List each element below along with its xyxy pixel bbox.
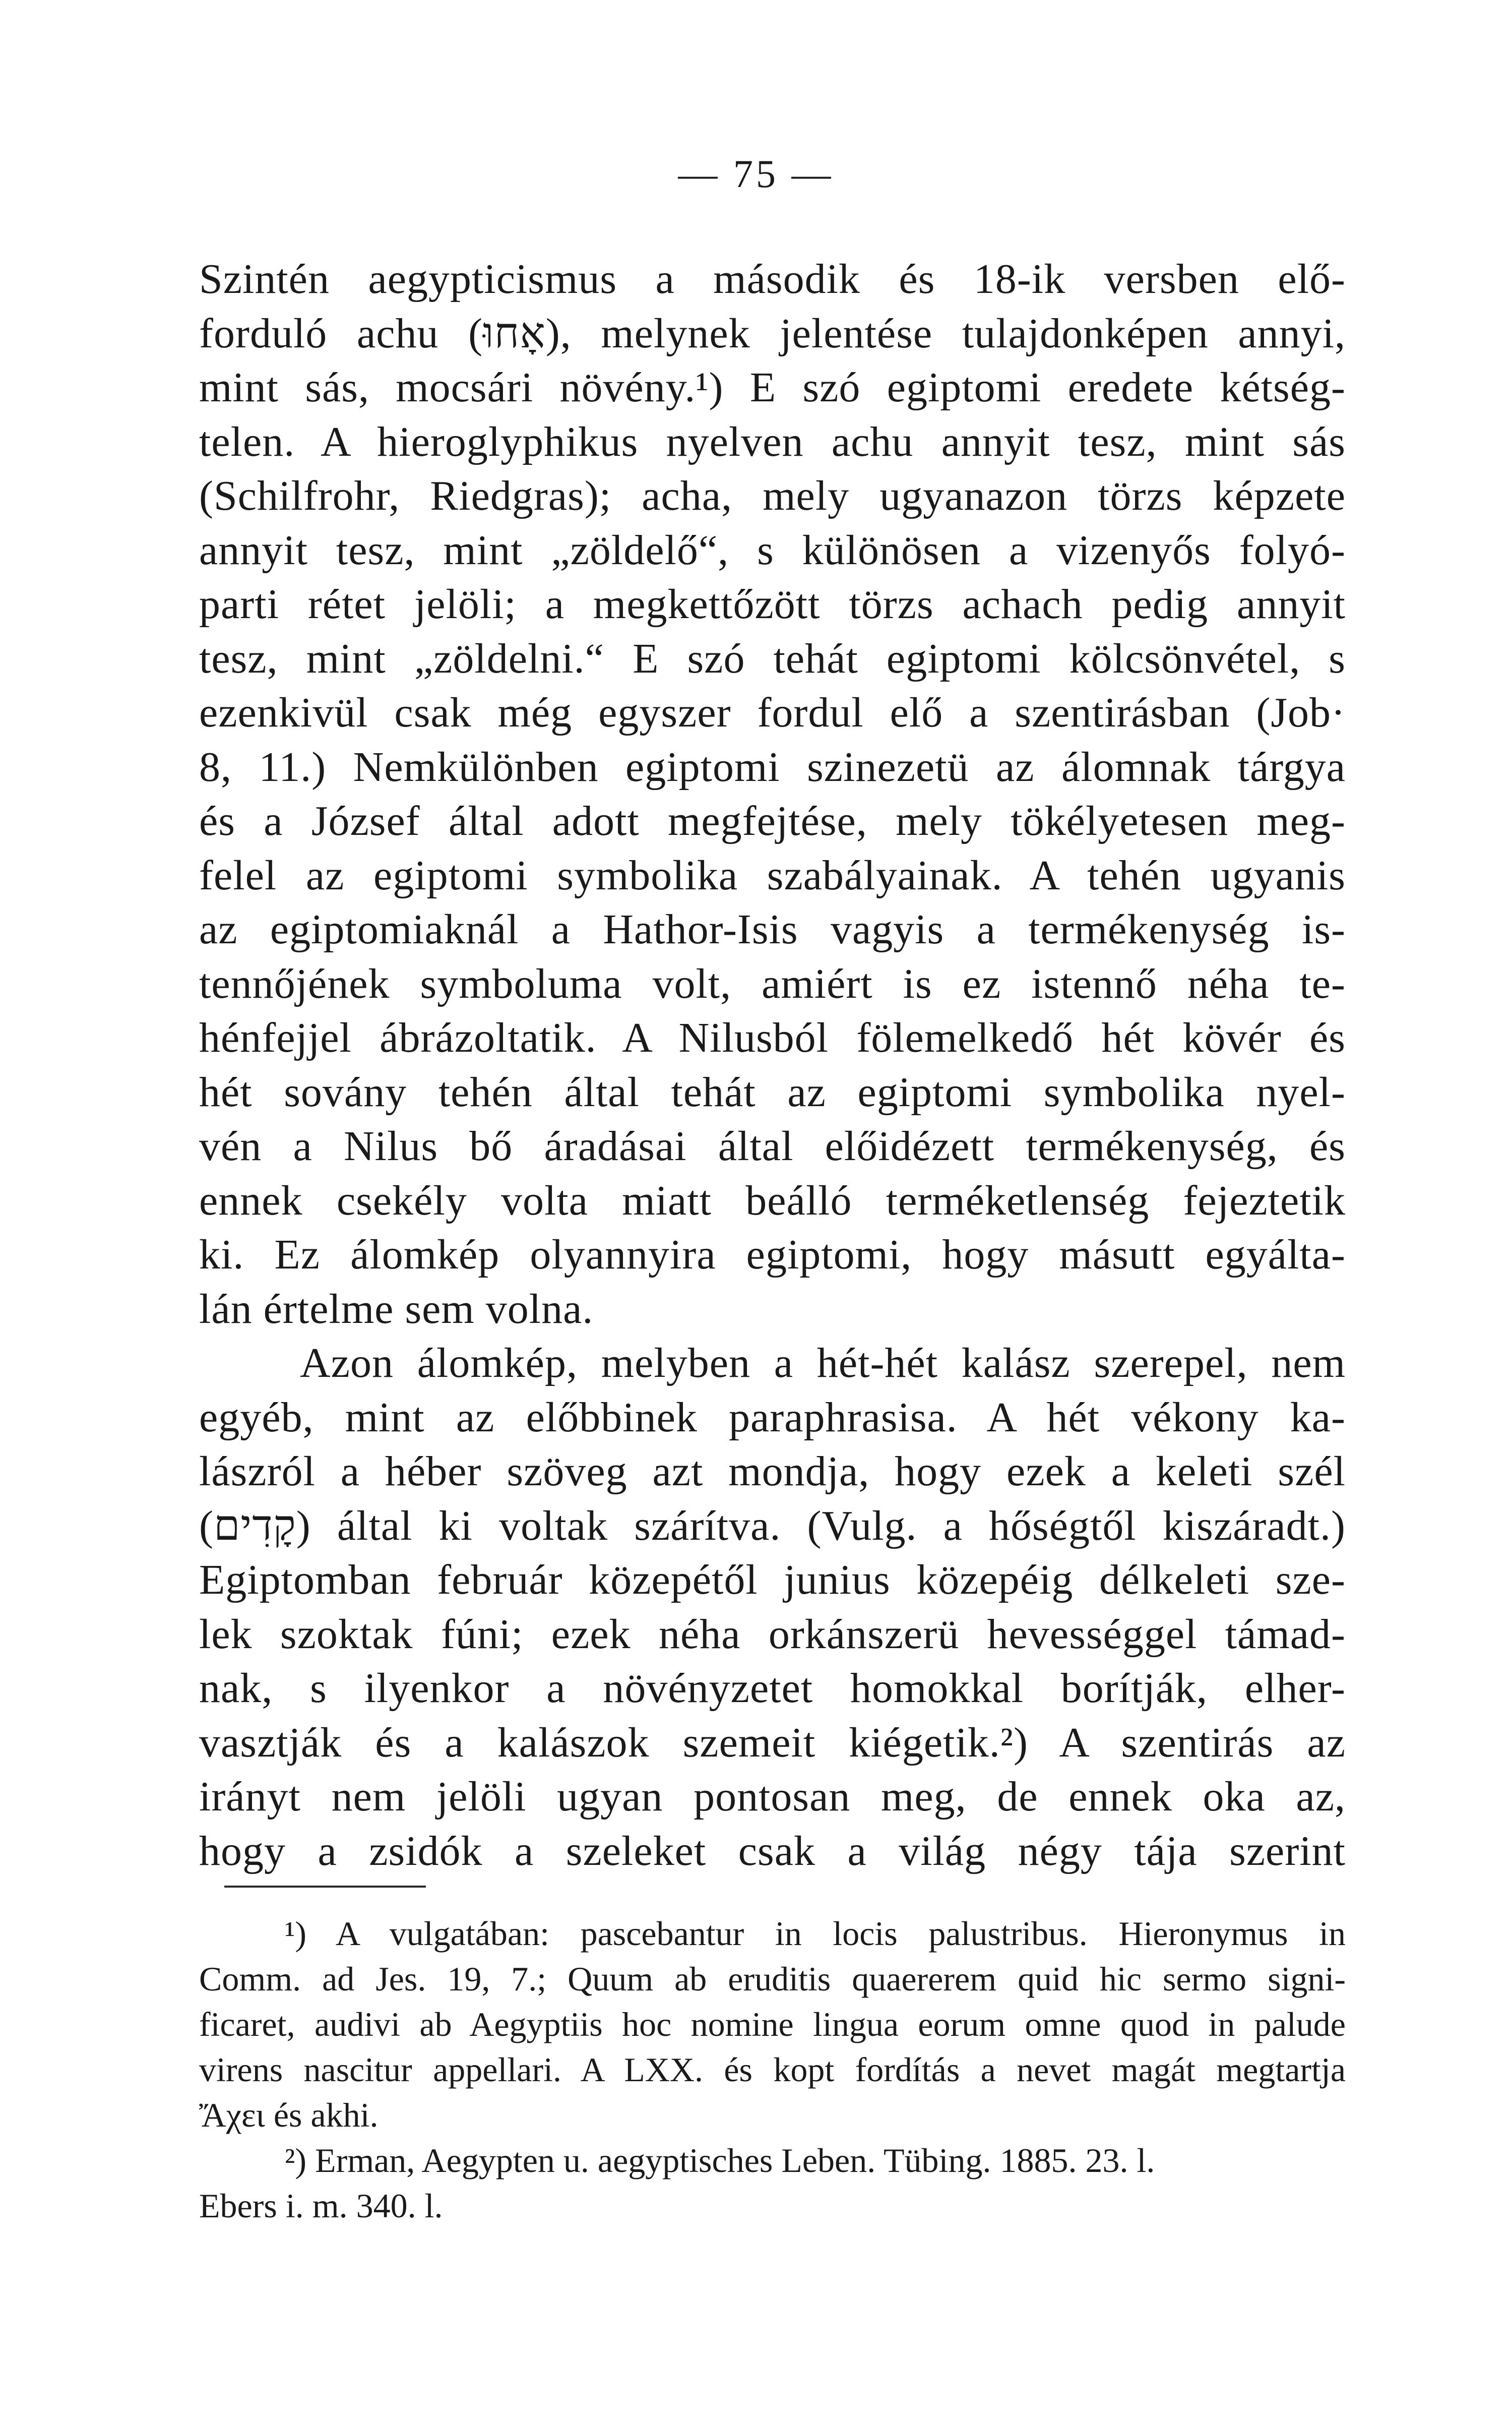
text-line: vasztják és a kalászok szemeit kiégetik.²) A szentirás az: [199, 1719, 1346, 1766]
text-line: (קָדִים) által ki voltak szárítva. (Vulg. a hőségtől kiszáradt.): [199, 1502, 1346, 1549]
text-line: lek szoktak fúni; ezek néha orkánszerü hevességgel támad-: [199, 1610, 1346, 1658]
footnotes: [199, 1911, 1346, 2228]
text-line: nak, s ilyenkor a növényzetet homokkal borítják, elher-: [199, 1665, 1346, 1712]
text-line: forduló achu (אָחוּ), melynek jelentése tulajdonképen annyi,: [199, 310, 1346, 357]
text-line: lán értelme sem volna.: [199, 1285, 594, 1333]
text-line: az egiptomiaknál a Hathor-Isis vagyis a termékenység is-: [199, 906, 1346, 953]
text-line: ezenkivül csak még egyszer fordul elő a szentirásban (Job·: [199, 689, 1346, 736]
text-line: ennek csekély volta miatt beálló terméketlenség fejeztetik: [199, 1177, 1346, 1224]
text-line: parti rétet jelöli; a megkettőzött törzs achach pedig annyit: [199, 581, 1346, 628]
text-line: irányt nem jelöli ugyan pontosan meg, de ennek oka az,: [199, 1773, 1346, 1820]
text-line: tesz, mint „zöldelni.“ E szó tehát egiptomi kölcsönvétel, s: [199, 635, 1346, 682]
footnote-line: Ebers i. m. 340. l.: [199, 2187, 443, 2225]
text-line: tennőjének symboluma volt, amiért is ez istennő néha te-: [199, 960, 1346, 1007]
text-line: hogy a zsidók a szeleket csak a világ négy tája szerint: [199, 1827, 1346, 1874]
footnote-line: ¹) A vulgatában: pascebantur in locis palustribus. Hieronymus in: [285, 1914, 1346, 1953]
text-line: Szintén aegypticismus a második és 18-ik versben elő-: [199, 256, 1346, 302]
text-line: és a József által adott megfejtése, mely tökélyetesen meg-: [199, 798, 1346, 844]
text-line: felel az egiptomi symbolika szabályainak. A tehén ugyanis: [199, 852, 1346, 899]
text-line: vén a Nilus bő áradásai által előidézett termékenység, és: [199, 1123, 1346, 1170]
text-line: hénfejjel ábrázoltatik. A Nilusból fölemelkedő hét kövér és: [199, 1014, 1346, 1061]
text-line: mint sás, mocsári növény.¹) E szó egiptomi eredete kétség-: [199, 364, 1346, 411]
text-line: (Schilfrohr, Riedgras); acha, mely ugyanazon törzs képzete: [199, 472, 1346, 519]
footnote-line: Ἄχει és akhi.: [199, 2096, 379, 2134]
text-line: telen. A hieroglyphikus nyelven achu annyit tesz, mint sás: [199, 418, 1346, 465]
footnote-line: ²) Erman, Aegypten u. aegyptisches Leben. Tübing. 1885. 23. l.: [285, 2141, 1155, 2180]
text-line: egyéb, mint az előbbinek paraphrasisa. A hét vékony ka-: [199, 1394, 1346, 1441]
text-line: lászról a héber szöveg azt mondja, hogy ezek a keleti szél: [199, 1448, 1346, 1495]
text-line: 8, 11.) Nemkülönben egiptomi szinezetü az álomnak tárgya: [199, 743, 1346, 791]
footnote-separator: [224, 1886, 426, 1888]
text-line: Egiptomban február közepétől junius közepéig délkeleti sze-: [199, 1556, 1346, 1603]
page-number: — 75 —: [678, 152, 834, 196]
text-line: Azon álomkép, melyben a hét-hét kalász szerepel, nem: [300, 1340, 1346, 1386]
text-line: ki. Ez álomkép olyannyira egiptomi, hogy másutt egyálta-: [199, 1231, 1346, 1278]
text-line: hét sovány tehén által tehát az egiptomi symbolika nyel-: [199, 1068, 1346, 1116]
footnote-line: Comm. ad Jes. 19, 7.; Quum ab eruditis quaererem quid hic sermo signi-: [199, 1960, 1346, 1998]
text-line: annyit tesz, mint „zöldelő“, s különösen a vizenyős folyó-: [199, 526, 1346, 574]
footnote-line: ficaret, audivi ab Aegyptiis hoc nomine lingua eorum omne quod in palude: [199, 2005, 1346, 2043]
main-text: [199, 252, 1346, 1878]
footnote-line: virens nascitur appellari. A LXX. és kopt fordítás a nevet magát megtartja: [199, 2050, 1346, 2089]
